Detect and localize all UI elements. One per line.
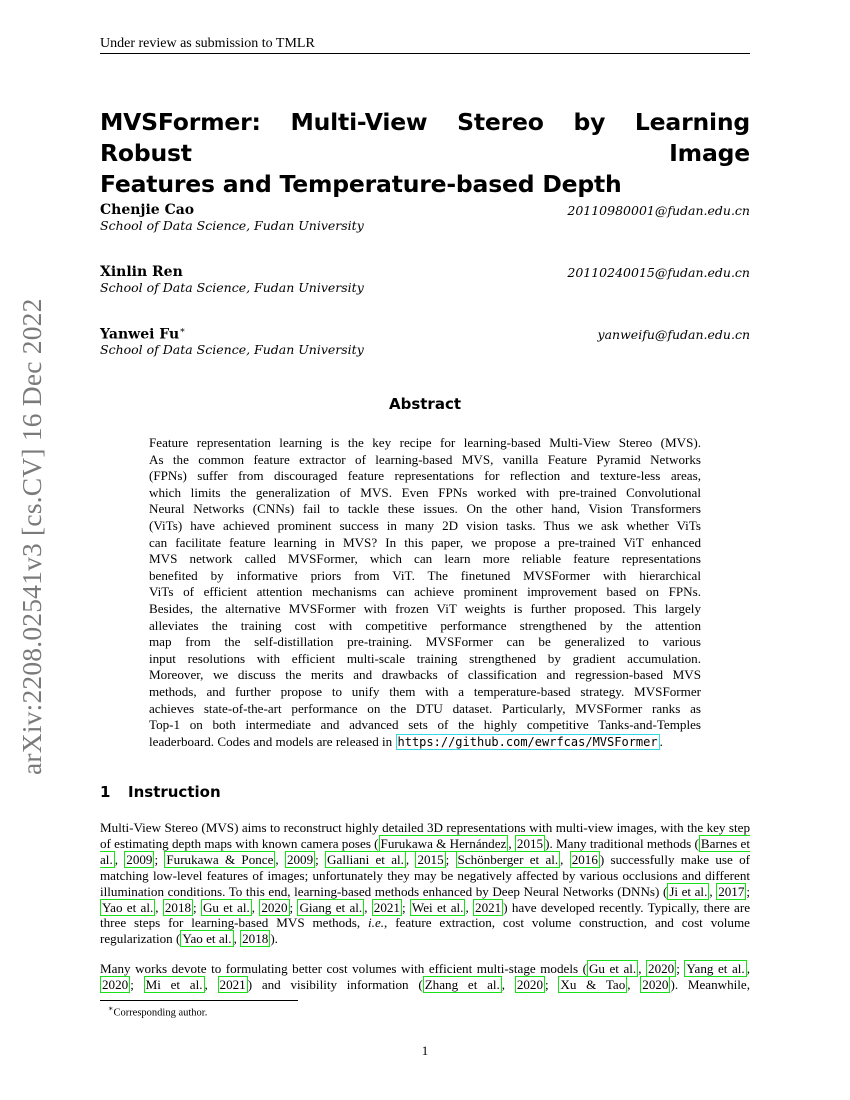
footnote-mark: ∗ <box>108 1004 114 1013</box>
author-email[interactable]: 20110980001@fudan.edu.cn <box>567 203 750 218</box>
section-number: 1 <box>100 783 111 801</box>
citation-link[interactable]: Schönberger et al. <box>457 851 559 867</box>
para-text: ; <box>289 899 298 915</box>
paper-title <box>100 107 750 200</box>
page-number: 1 <box>421 1043 429 1058</box>
para-text: , <box>275 851 285 867</box>
running-header: Under review as submission to TMLR <box>100 36 315 51</box>
para-text: , <box>501 976 515 992</box>
author-name: Xinlin Ren <box>100 264 183 280</box>
citation-link[interactable]: Yang et al. <box>686 961 745 976</box>
citation-link[interactable]: 2020 <box>648 961 675 976</box>
code-repo-link[interactable]: https://github.com/ewrfcas/MVSFormer <box>397 734 658 749</box>
para-text: ; <box>130 976 144 992</box>
abstract-line: Moreover, we discuss the merits and drawbacks of classification and regression-based MVS <box>149 667 701 683</box>
abstract-line: ViTs of efficient attention mechanisms can achieve prominent improvement based on FPNs. <box>149 584 701 600</box>
author-email[interactable]: yanweifu@fudan.edu.cn <box>597 327 750 342</box>
citation-link[interactable]: 2018 <box>164 899 192 915</box>
citation-link[interactable]: Gu et al. <box>588 961 637 976</box>
abstract-line: (ViTs) have achieved prominent success in many 2D vision tasks. Thus we ask whether ViTs <box>149 517 701 533</box>
abstract-line: benefited by informative priors from ViT. The finetuned MVSFormer with hierarchical <box>149 567 701 583</box>
footnote-rule <box>100 1000 298 1001</box>
abstract-line: Feature representation learning is the key recipe for learning-based Multi-View Stereo (MVS). <box>149 435 701 450</box>
citation-link[interactable]: Galliani et al. <box>327 851 404 867</box>
title-line-2: Features and Temperature-based Depth <box>100 170 622 198</box>
para-text-italic: i.e. <box>368 915 385 931</box>
arxiv-stamp: arXiv:2208.02541v3 [cs.CV] 16 Dec 2022 <box>16 298 47 775</box>
abstract-line: alleviates the training cost with competitive performance strengthened by the attention <box>149 617 701 633</box>
para-text: , <box>155 899 163 915</box>
title-line-1: MVSFormer: Multi-View Stereo by Learning Robust Image <box>100 108 750 167</box>
para-text: , <box>709 883 717 899</box>
para-text: ) and visibility information ( <box>247 976 423 992</box>
abstract-line: Neural Networks (CNNs) fail to tackle these issues. On the other hand, Vision Transformers <box>149 501 701 517</box>
abstract-line-text: leaderboard. Codes and models are released in <box>149 733 396 749</box>
abstract-line-end: . <box>659 733 663 749</box>
abstract-body <box>149 435 701 750</box>
abstract-line: (FPNs) suffer from discouraged feature representations for reflection and texture-less areas, <box>149 468 701 484</box>
author-name <box>100 326 185 343</box>
para-text: , <box>233 931 241 947</box>
corresponding-author-mark: ∗ <box>179 326 186 336</box>
citation-link[interactable]: Barnes et al. <box>100 835 751 867</box>
para-text: ; <box>445 851 456 867</box>
author-affiliation: School of Data Science, Fudan University <box>100 280 364 295</box>
para-text: , <box>114 851 125 867</box>
citation-link[interactable]: 2021 <box>373 899 400 915</box>
citation-link[interactable]: Gu et al. <box>202 899 250 915</box>
citation-link[interactable]: Yao et al. <box>102 899 154 915</box>
abstract-line: As the common feature extractor of learning-based MVS, vanilla Feature Pyramid Networks <box>149 451 701 467</box>
citation-link[interactable]: Zhang et al. <box>424 976 500 992</box>
para-text: , <box>638 961 647 976</box>
abstract-line: achieves state-of-the-art performance on the DTU dataset. Particularly, MVSFormer ranks as <box>149 700 701 716</box>
para-text: , <box>251 899 260 915</box>
para-text: , <box>627 976 641 992</box>
abstract-line: methods, and further propose to unify them with a temperature-based strategy. MVSFormer <box>149 683 701 699</box>
citation-link[interactable]: 2018 <box>242 931 269 947</box>
abstract-line: Besides, the alternative MVSFormer with frozen ViT weights is further proposed. This largely <box>149 600 701 616</box>
author-name: Chenjie Cao <box>100 202 195 218</box>
para-text: , <box>746 961 750 976</box>
citation-link[interactable]: 2016 <box>571 851 598 867</box>
abstract-line: input resolutions with efficient multi-scale training strengthened by gradient accumulation. <box>149 650 701 666</box>
section-title: Instruction <box>128 783 221 801</box>
author-affiliation: School of Data Science, Fudan University <box>100 342 364 357</box>
para-text: , <box>364 899 372 915</box>
citation-link[interactable]: 2021 <box>219 976 246 992</box>
para-text: ). Many traditional methods ( <box>545 835 699 851</box>
header-rule <box>100 53 750 54</box>
para-text: , <box>560 851 570 867</box>
para-text: ; <box>545 976 559 992</box>
intro-paragraph-2 <box>100 961 750 993</box>
citation-link[interactable]: Furukawa & Ponce <box>166 851 274 867</box>
para-text: , <box>508 835 515 851</box>
abstract-last-line <box>149 734 701 751</box>
citation-link[interactable]: 2020 <box>102 976 129 992</box>
para-text: ) have developed recently. Typically, there are three steps for learning-based MVS methods, <box>100 899 751 931</box>
citation-link[interactable]: 2017 <box>718 883 745 899</box>
para-text: Multi-View Stereo (MVS) aims to reconstruct highly detailed 3D representations with multi-view images, with the key step of estimating depth maps with known camera poses ( <box>100 820 750 851</box>
para-text: ). Meanwhile, <box>670 976 751 992</box>
para-text: , <box>465 899 474 915</box>
citation-link[interactable]: 2020 <box>261 899 288 915</box>
citation-link[interactable]: 2009 <box>286 851 314 867</box>
author-name-text: Yanwei Fu <box>100 326 180 343</box>
citation-link[interactable]: 2009 <box>126 851 153 867</box>
citation-link[interactable]: Xu & Tao <box>560 976 626 992</box>
citation-link[interactable]: Wei et al. <box>411 899 464 915</box>
para-text: ; <box>315 851 326 867</box>
para-text: ; <box>401 899 410 915</box>
abstract-line: Top-1 on both intermediate and advanced sets of the highly competitive Tanks-and-Temples <box>149 717 701 733</box>
para-text: , feature extraction, cost volume construction, and cost volume regularization ( <box>100 915 750 947</box>
para-text: ; <box>154 851 165 867</box>
para-text: ) successfully make use of matching low-level features of images; unfortunately they may be negatively affected by various occlusions and different illumination conditions. To this end, learning-based methods enhanced by Deep Neural Networks (DNNs) ( <box>100 851 750 899</box>
citation-link[interactable]: 2015 <box>516 835 544 851</box>
citation-link[interactable]: Yao et al. <box>182 931 232 947</box>
para-text: ; <box>676 961 685 976</box>
citation-link[interactable]: Mi et al. <box>145 976 203 992</box>
abstract-line: which limits the generalization of MVS. Even FPNs worked with pre-trained Convolutional <box>149 484 701 500</box>
para-text: , <box>204 976 218 992</box>
intro-paragraph-1 <box>100 820 750 947</box>
para-text: Many works devote to formulating better cost volumes with efficient multi-stage models ( <box>100 961 587 976</box>
para-text: ). <box>270 931 278 947</box>
para-text: ; <box>193 899 201 915</box>
abstract-line: map from the self-distillation pre-training. MVSFormer can be generalized to various <box>149 634 701 650</box>
citation-link[interactable]: 2020 <box>516 976 543 992</box>
para-text: , <box>405 851 416 867</box>
citation-link[interactable]: Furukawa & Hernández <box>380 835 507 851</box>
abstract-heading: Abstract <box>388 395 462 413</box>
abstract-line: MVS network called MVSFormer, which can learn more reliable feature representations <box>149 551 701 567</box>
footnote <box>108 1004 207 1019</box>
citation-link[interactable]: Giang et al. <box>299 899 363 915</box>
author-email[interactable]: 20110240015@fudan.edu.cn <box>567 265 750 280</box>
citation-link[interactable]: 2020 <box>642 976 669 992</box>
abstract-line: can facilitate feature learning in MVS? In this paper, we propose a pre-trained ViT enhanced <box>149 534 701 550</box>
citation-link[interactable]: 2021 <box>475 899 502 915</box>
footnote-text: Corresponding author. <box>113 1007 208 1019</box>
author-affiliation: School of Data Science, Fudan University <box>100 218 364 233</box>
section-heading <box>100 783 221 801</box>
para-text: ; <box>746 883 751 899</box>
citation-link[interactable]: Ji et al. <box>669 883 708 899</box>
citation-link[interactable]: 2015 <box>417 851 444 867</box>
